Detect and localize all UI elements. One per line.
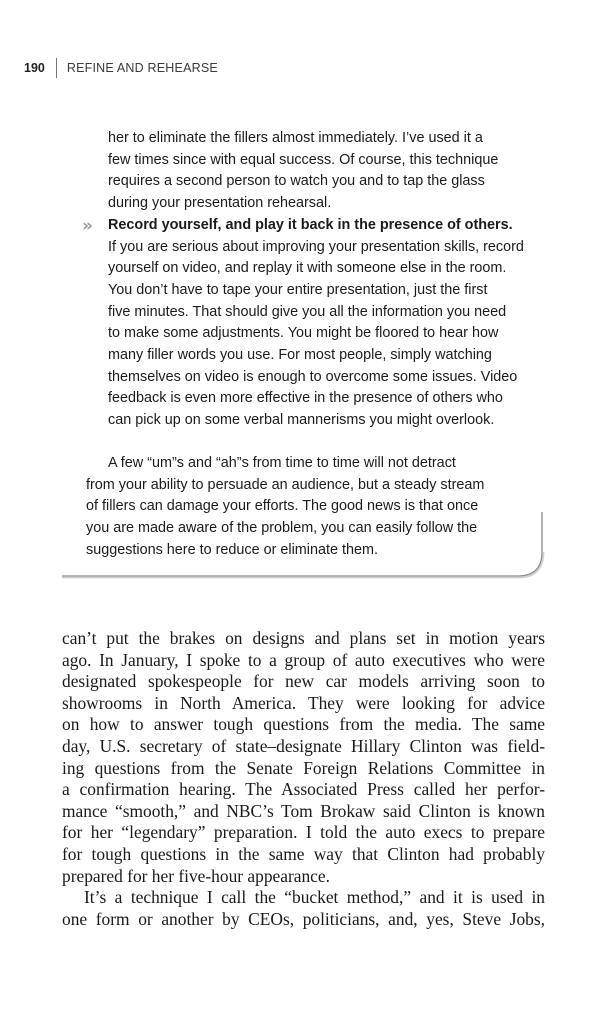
body-line: for tough questions in the same way that Clinton had probably [62,844,545,864]
closing-line: A few “um”s and “ah”s from time to time will not detract [108,455,456,471]
body-line: can’t put the brakes on designs and plans set in motion years [62,628,545,648]
bullet-line: to make some adjustments. You might be floored to hear how [108,325,499,342]
closing-line: you are made aware of the problem, you can easily follow the [86,520,478,537]
body-line: ago. In January, I spoke to a group of auto executives who were [62,649,545,670]
closing-line: from your ability to persuade an audience, but a steady stream [86,476,485,493]
bullet-line: yourself on video, and replay it with someone else in the room. [108,260,507,277]
body-line: ing questions from the Senate Foreign Relations Committee in [62,757,545,778]
bullet-line: If you are serious about improving your presentation skills, record [108,238,524,255]
bullet-line: many filler words you use. For most people, simply watching [108,347,492,363]
bullet-chevron-icon: » [82,216,93,236]
bullet-line: can pick up on some verbal mannerisms you might overlook. [108,412,495,429]
chapter-title: REFINE AND REHEARSE [66,61,218,75]
body-line: a confirmation hearing. The Associated Press called her perfor- [62,779,545,800]
sidebar-box [0,128,604,588]
sidebar-intro-line: few times since with equal success. Of course, this technique [108,151,499,168]
sidebar-intro-line: her to eliminate the fillers almost immediately. I’ve used it a [108,130,483,146]
body-line: one form or another by CEOs, politicians, and, yes, Steve Jobs, [62,908,545,929]
body-line: showrooms in North America. They were looking for advice [62,692,545,713]
closing-line: suggestions here to reduce or eliminate them. [86,541,378,558]
bullet-heading: Record yourself, and play it back in the presence of others. [108,216,513,233]
body-line: designated spokespeople for new car models arriving soon to [62,671,545,692]
body-line: on how to answer tough questions from the media. The same [62,714,545,735]
page-number: 190 [24,61,45,75]
bullet-line: themselves on video is enough to overcome some issues. Video [108,368,518,385]
body-line: prepared for her five-hour appearance. [62,865,330,886]
running-header [24,58,218,78]
sidebar-intro-line: during your presentation rehearsal. [108,195,332,212]
closing-line: of fillers can damage your efforts. The good news is that once [86,498,479,515]
body-line: It’s a technique I call the “bucket method,” and it is used in [84,887,545,908]
bullet-line: You don’t have to tape your entire presentation, just the first [108,281,488,298]
bullet-line: feedback is even more effective in the presence of others who [108,390,503,407]
body-line: for her “legendary” preparation. I told the auto execs to prepare [62,822,545,843]
bullet-line: five minutes. That should give you all the information you need [108,303,507,320]
sidebar-intro-line: requires a second person to watch you and to tap the glass [108,173,485,190]
body-line: mance “smooth,” and NBC’s Tom Brokaw said Clinton is known [62,800,545,821]
header-divider [56,58,57,78]
body-line: day, U.S. secretary of state–designate Hillary Clinton was field- [62,736,545,756]
